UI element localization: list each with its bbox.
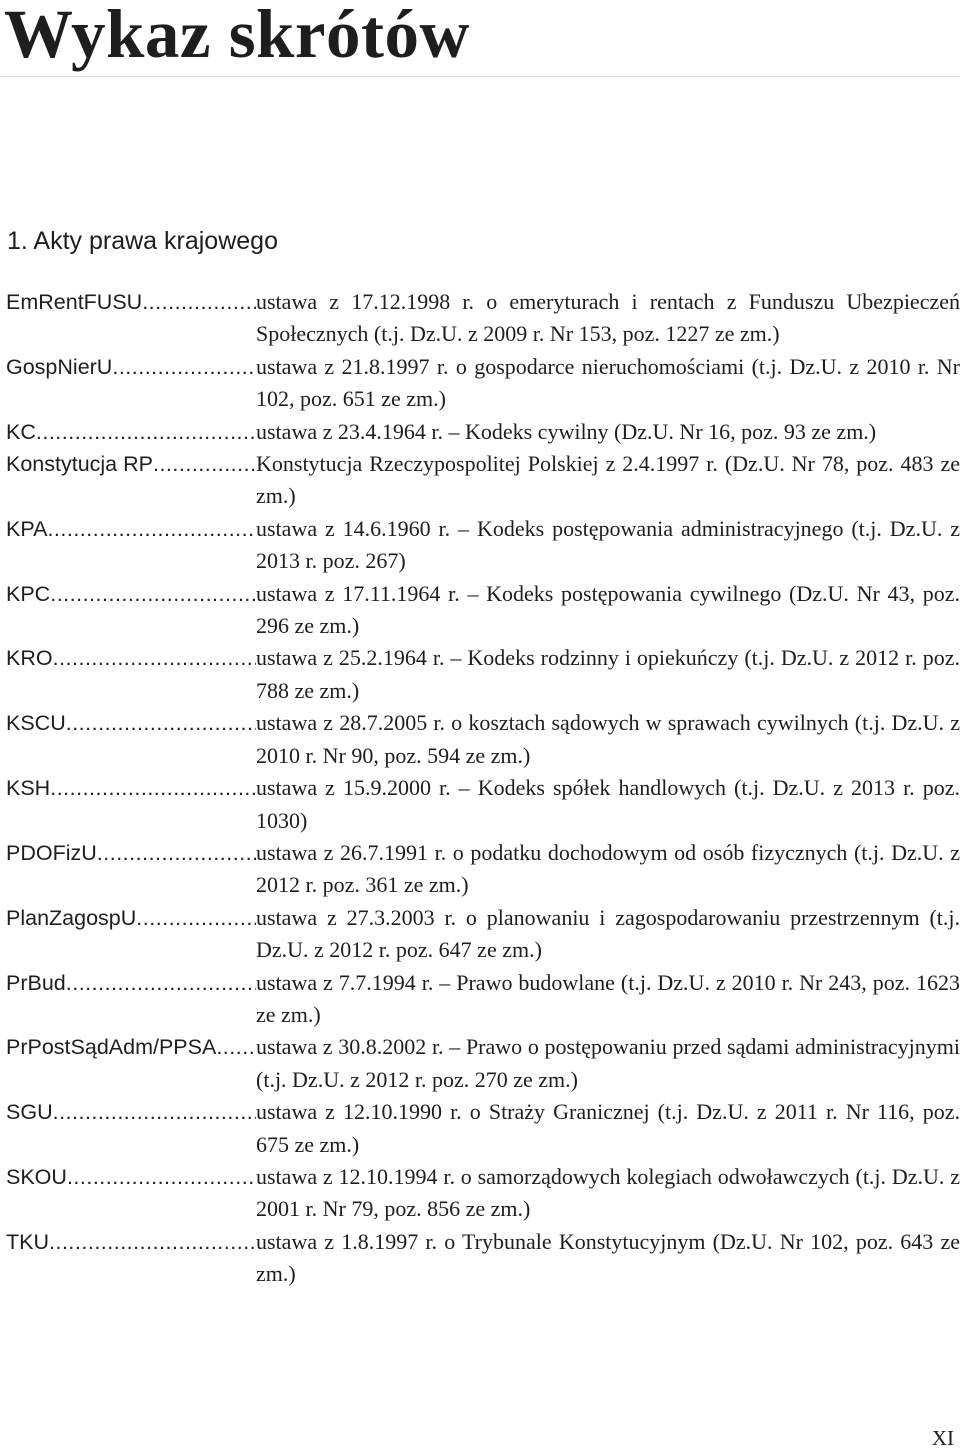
- abbreviation-term: [6, 772, 256, 804]
- abbreviation-entry: [6, 967, 960, 1032]
- abbreviation-label: EmRentFUSU: [6, 290, 143, 314]
- abbreviation-label: PrBud: [6, 970, 66, 995]
- abbreviation-label: SKOU: [6, 1164, 67, 1189]
- abbreviation-description: ustawa z 15.9.2000 r. – Kodeks spółek handlowych (t.j. Dz.U. z 2013 r. poz. 1030): [256, 775, 960, 833]
- abbreviation-term: [6, 513, 256, 545]
- abbreviation-entry: [6, 772, 960, 837]
- abbreviation-entry: [6, 902, 960, 967]
- abbreviation-label: PrPostSądAdm/PPSA: [6, 1035, 217, 1060]
- abbreviation-description: ustawa z 1.8.1997 r. o Trybunale Konstytucyjnym (Dz.U. Nr 102, poz. 643 ze zm.): [256, 1228, 960, 1287]
- abbreviation-entry: [6, 837, 960, 902]
- abbreviation-term: [6, 837, 256, 869]
- abbreviation-label: KRO: [6, 646, 53, 671]
- dot-leader: [67, 1161, 256, 1193]
- abbreviation-description: ustawa z 23.4.1964 r. – Kodeks cywilny (Dz.U. Nr 16, poz. 93 ze zm.): [256, 418, 877, 444]
- dot-leader: [136, 902, 256, 934]
- abbreviation-label: Konstytucja RP: [6, 452, 153, 477]
- dot-leader: [53, 642, 256, 674]
- dot-leader: [66, 967, 256, 999]
- dot-leader: [47, 513, 256, 545]
- abbreviation-description: ustawa z 17.11.1964 r. – Kodeks postępowania cywilnego (Dz.U. Nr 43, poz. 296 ze zm.): [256, 580, 960, 639]
- abbreviation-label: KSH: [6, 776, 51, 801]
- abbreviation-description: ustawa z 25.2.1964 r. – Kodeks rodzinny i opiekuńczy (t.j. Dz.U. z 2012 r. poz. 788 ze zm.): [256, 645, 960, 703]
- abbreviation-entry: [6, 1226, 960, 1291]
- dot-leader: [50, 772, 256, 804]
- abbreviation-entry: [6, 1096, 960, 1161]
- abbreviation-label: SGU: [6, 1100, 53, 1125]
- abbreviation-term: [6, 642, 256, 674]
- section-heading: 1. Akty prawa krajowego: [7, 227, 278, 255]
- dot-leader: [142, 286, 256, 318]
- abbreviation-entry: [6, 513, 960, 578]
- dot-leader: [153, 448, 256, 480]
- abbreviation-description: ustawa z 21.8.1997 r. o gospodarce nieruchomościami (t.j. Dz.U. z 2010 r. Nr 102, poz. 651 ze zm.): [256, 353, 960, 412]
- title-divider: [0, 76, 960, 77]
- abbreviation-description: ustawa z 12.10.1990 r. o Straży Granicznej (t.j. Dz.U. z 2011 r. Nr 116, poz. 675 ze zm.): [256, 1099, 960, 1157]
- abbreviation-label: KSCU: [6, 711, 66, 736]
- dot-leader: [50, 578, 256, 610]
- abbreviation-description: ustawa z 14.6.1960 r. – Kodeks postępowania administracyjnego (t.j. Dz.U. z 2013 r. poz. 267): [256, 515, 960, 574]
- abbreviation-label: KPC: [6, 581, 51, 606]
- abbreviation-description: ustawa z 17.12.1998 r. o emeryturach i rentach z Funduszu Ubezpieczeń Społecznych (t.j. Dz.U. z 2009 r. Nr 153, poz. 1227 ze zm.): [256, 289, 960, 347]
- abbreviation-term: [6, 902, 256, 934]
- abbreviation-term: [6, 286, 256, 318]
- abbreviation-entry: [6, 416, 960, 448]
- abbreviation-label: KPA: [6, 516, 48, 541]
- abbreviation-description: ustawa z 30.8.2002 r. – Prawo o postępowaniu przed sądami administracyjnymi (t.j. Dz.U. z 2012 r. poz. 270 ze zm.): [256, 1034, 960, 1092]
- abbreviation-label: TKU: [6, 1229, 49, 1254]
- abbreviation-description: ustawa z 27.3.2003 r. o planowaniu i zagospodarowaniu przestrzennym (t.j. Dz.U. z 2012 r. poz. 647 ze zm.): [256, 904, 960, 963]
- dot-leader: [112, 351, 256, 383]
- abbreviation-term: [6, 707, 256, 739]
- abbreviation-term: [6, 448, 256, 480]
- page-title: Wykaz skrótów: [4, 0, 470, 72]
- dot-leader: [49, 1226, 256, 1258]
- abbreviation-entry: [6, 578, 960, 643]
- abbreviation-description: ustawa z 12.10.1994 r. o samorządowych kolegiach odwoławczych (t.j. Dz.U. z 2001 r. Nr 79, poz. 856 ze zm.): [256, 1163, 960, 1222]
- abbreviation-term: [6, 416, 256, 448]
- dot-leader: [36, 416, 256, 448]
- abbreviation-label: KC: [6, 419, 36, 444]
- abbreviation-term: [6, 1161, 256, 1193]
- abbreviation-entry: [6, 1031, 960, 1096]
- abbreviation-term: [6, 351, 256, 383]
- dot-leader: [66, 707, 256, 739]
- abbreviation-list: [6, 286, 960, 1291]
- abbreviation-term: [6, 578, 256, 610]
- abbreviation-entry: [6, 351, 960, 416]
- abbreviation-entry: [6, 1161, 960, 1226]
- page-number: XI: [931, 1426, 954, 1450]
- abbreviation-description: ustawa z 26.7.1991 r. o podatku dochodowym od osób fizycznych (t.j. Dz.U. z 2012 r. poz. 361 ze zm.): [256, 839, 960, 898]
- abbreviation-entry: [6, 642, 960, 707]
- abbreviation-label: GospNierU: [6, 354, 113, 379]
- abbreviation-description: ustawa z 28.7.2005 r. o kosztach sądowych w sprawach cywilnych (t.j. Dz.U. z 2010 r. Nr 90, poz. 594 ze zm.): [256, 710, 960, 768]
- abbreviation-entry: [6, 286, 960, 351]
- abbreviation-term: [6, 1096, 256, 1128]
- abbreviation-label: PDOFizU: [6, 840, 97, 865]
- abbreviation-description: Konstytucja Rzeczypospolitej Polskiej z 2.4.1997 r. (Dz.U. Nr 78, poz. 483 ze zm.): [256, 451, 960, 509]
- abbreviation-term: [6, 1031, 256, 1063]
- dot-leader: [97, 837, 256, 869]
- abbreviation-term: [6, 1226, 256, 1258]
- abbreviation-entry: [6, 448, 960, 513]
- abbreviation-entry: [6, 707, 960, 772]
- abbreviation-description: ustawa z 7.7.1994 r. – Prawo budowlane (t.j. Dz.U. z 2010 r. Nr 243, poz. 1623 ze zm.): [256, 969, 960, 1027]
- dot-leader: [53, 1096, 256, 1128]
- abbreviation-term: [6, 967, 256, 999]
- abbreviation-label: PlanZagospU: [6, 905, 137, 930]
- dot-leader: [216, 1031, 256, 1063]
